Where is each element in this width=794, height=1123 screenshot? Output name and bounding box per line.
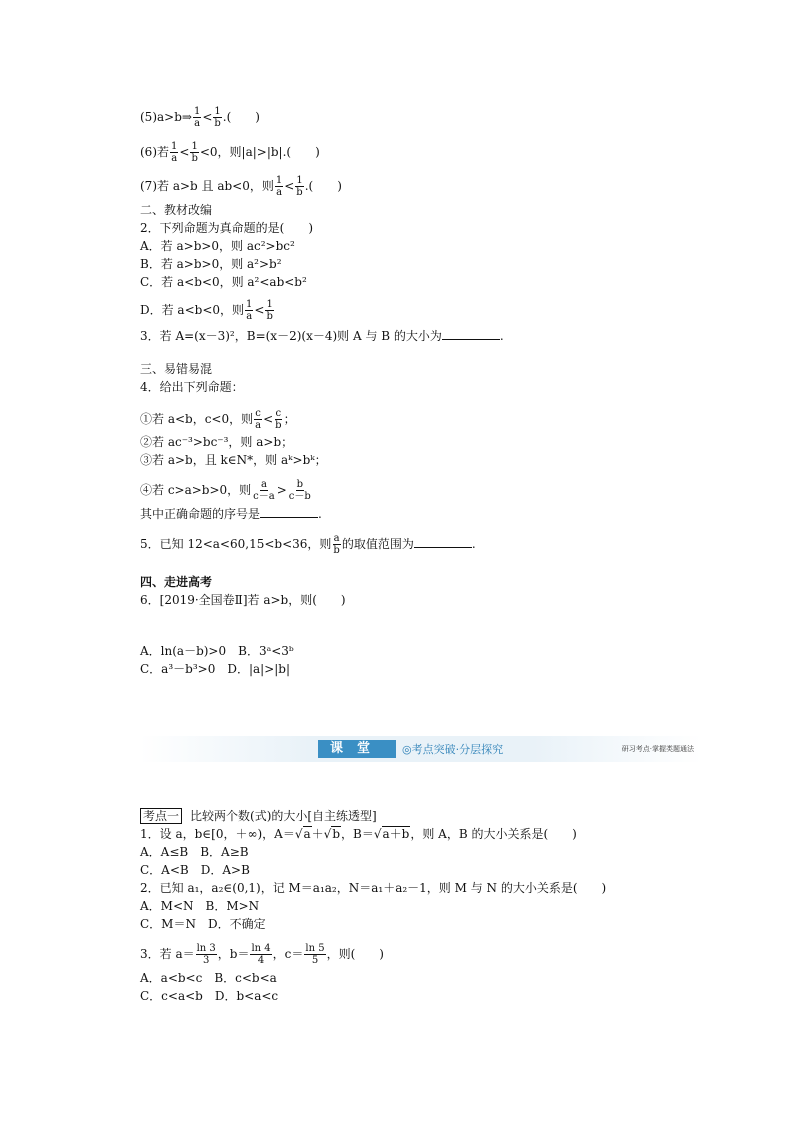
option-row: A．M<N B．M>N <box>140 899 260 913</box>
question-text: 6．[2019·全国卷Ⅱ]若 a>b，则( ) <box>140 593 346 607</box>
option-d: D．若 a<b<0，则 $\frac{1}{a}$ < $\frac{1}{b}$ <box>140 299 273 322</box>
banner-subtitle: ◎考点突破·分层探究 <box>402 743 504 756</box>
fraction: $\frac{1}{b}$ <box>296 175 303 198</box>
section-banner <box>140 736 702 762</box>
section-title: 四、走进高考 <box>140 575 213 589</box>
fraction: $\frac{b}{c-b}$ <box>288 479 311 502</box>
item-2: ②若 ac⁻³>bc⁻³，则 a>b； <box>140 435 294 449</box>
fraction: $\frac{a}{c-a}$ <box>253 479 275 502</box>
topic-tag: 考点一 <box>140 808 182 824</box>
option-c: C．若 a<b<0，则 a²<ab<b² <box>140 275 307 289</box>
option-b: B．若 a>b>0，则 a²>b² <box>140 257 282 271</box>
fraction: $\frac{1}{b}$ <box>214 106 221 129</box>
option-row: A．a<b<c B．c<b<a <box>140 971 277 985</box>
question-5: (5)a>b⇒ $\frac{1}{a}$ < $\frac{1}{b}$ .( ) <box>140 106 260 129</box>
fraction: $\frac{c}{a}$ <box>255 408 262 431</box>
fraction: $\frac{1}{b}$ <box>191 141 198 164</box>
option-row: C．c<a<b D．b<a<c <box>140 989 279 1003</box>
fraction: $\frac{\ln 3}{3}$ <box>196 943 216 966</box>
option-row: A．ln(a－b)>0 B．3ᵃ<3ᵇ <box>140 644 294 658</box>
option-row: C．M＝N D．不确定 <box>140 917 266 931</box>
question-1: 1．设 a，b∈[0，＋∞)，A＝√a＋√b，B＝√a＋b，则 A，B 的大小关系是( ) <box>140 827 577 841</box>
question-6: (6)若 $\frac{1}{a}$ < $\frac{1}{b}$ <0，则|a|>|b|.( ) <box>140 141 320 164</box>
banner-right: 研习考点·掌握类题通法 <box>621 745 694 753</box>
fraction: $\frac{\ln 5}{5}$ <box>305 943 325 966</box>
item-4: ④若 c>a>b>0，则 $\frac{a}{c-a}$ > $\frac{b}{c-b}$ <box>140 479 311 502</box>
answer-blank <box>260 506 318 518</box>
answer-blank <box>414 536 472 548</box>
question-3: 3．若 a＝ $\frac{\ln 3}{3}$ ，b＝ $\frac{\ln 4}{4}$ ，c＝ $\frac{\ln 5}{5}$ ，则( ) <box>140 943 384 966</box>
fraction: $\frac{1}{b}$ <box>266 299 273 322</box>
fraction: $\frac{c}{b}$ <box>275 408 282 431</box>
option-row: C．A<B D．A>B <box>140 863 250 877</box>
fraction: $\frac{\ln 4}{4}$ <box>251 943 271 966</box>
section-title: 二、教材改编 <box>140 203 213 217</box>
question-text: 2．下列命题为真命题的是( ) <box>140 221 313 235</box>
question-3: 3．若 A=(x－3)²，B=(x－2)(x－4)则 A 与 B 的大小为 . <box>140 329 504 343</box>
answer-blank <box>442 328 500 340</box>
item-1: ①若 a<b，c<0，则 $\frac{c}{a}$ < $\frac{c}{b}$ ； <box>140 408 296 431</box>
fraction: $\frac{a}{b}$ <box>333 533 340 556</box>
banner-label: 课堂 <box>318 740 396 758</box>
fraction: $\frac{1}{a}$ <box>171 141 178 164</box>
item-3: ③若 a>b，且 k∈N*，则 aᵏ>bᵏ； <box>140 453 327 467</box>
option-row: A．A≤B B．A≥B <box>140 845 249 859</box>
question-7: (7)若 a>b 且 ab<0，则 $\frac{1}{a}$ < $\frac{1}{b}$ .( ) <box>140 175 342 198</box>
topic-heading: 考点一 比较两个数(式)的大小[自主练透型] <box>140 808 377 824</box>
question-2: 2．已知 a₁，a₂∈(0,1)，记 M＝a₁a₂，N＝a₁＋a₂－1，则 M 与 N 的大小关系是( ) <box>140 881 607 895</box>
question-text: 4．给出下列命题： <box>140 380 244 394</box>
fraction: $\frac{1}{a}$ <box>275 175 283 198</box>
section-title: 三、易错易混 <box>140 362 213 376</box>
fraction: $\frac{1}{a}$ <box>246 299 253 322</box>
option-row: C．a³－b³>0 D．|a|>|b| <box>140 662 291 676</box>
fraction: $\frac{1}{a}$ <box>193 106 201 129</box>
question-5b: 5．已知 12<a<60,15<b<36，则 $\frac{a}{b}$ 的取值范围为 . <box>140 533 476 556</box>
question-text: 其中正确命题的序号是 . <box>140 507 322 521</box>
option-a: A．若 a>b>0，则 ac²>bc² <box>140 239 295 253</box>
